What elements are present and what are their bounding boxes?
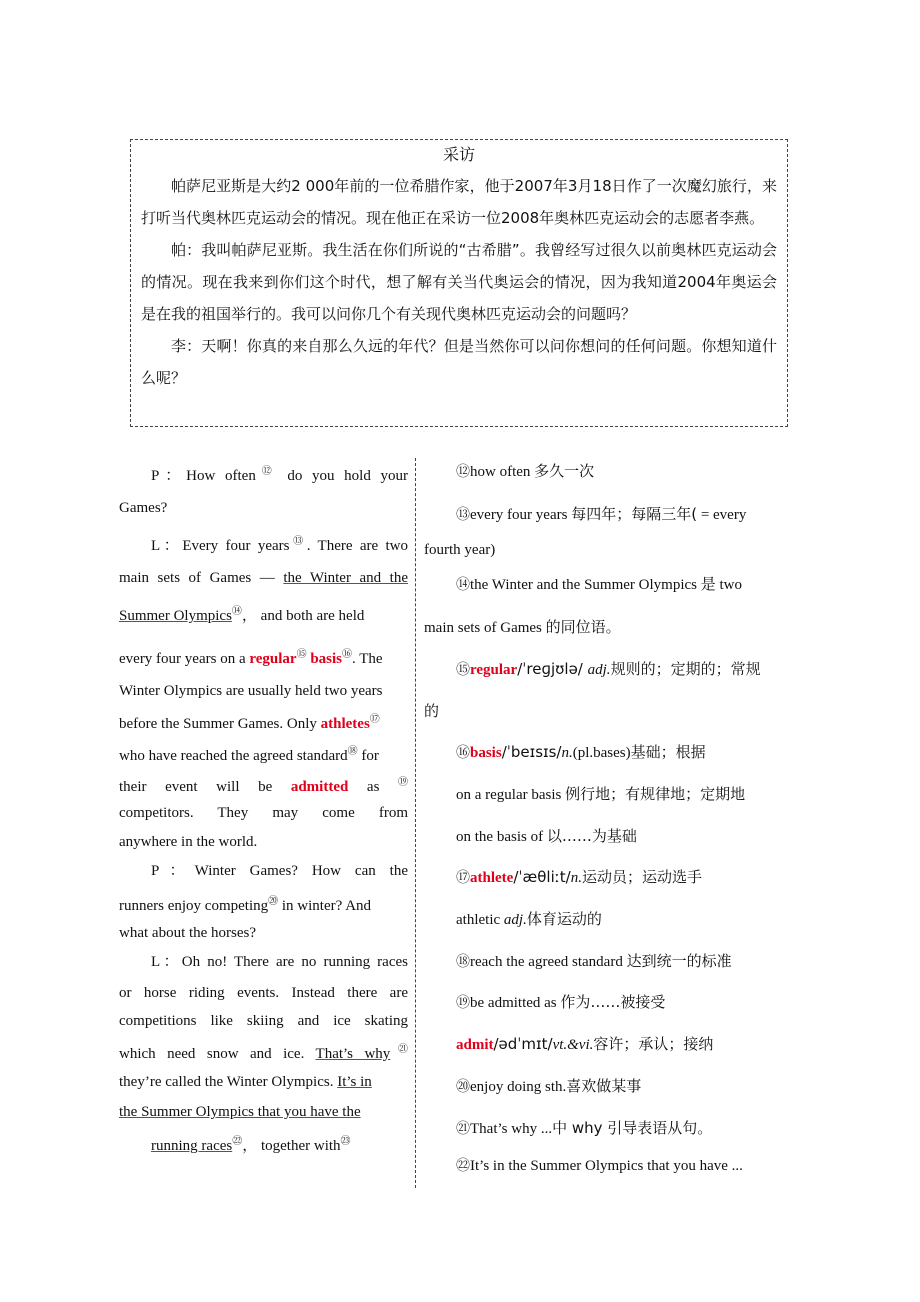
note-12: ⑫how often 多久一次 bbox=[456, 462, 595, 480]
dialogue-line: or horse riding events. Instead there are bbox=[119, 985, 408, 1001]
dialogue-line: P：Winter Games? How can the bbox=[151, 863, 408, 879]
note-20: ⑳enjoy doing sth.喜欢做某事 bbox=[456, 1077, 642, 1095]
dialogue-line: Winter Olympics are usually held two years bbox=[119, 683, 383, 699]
note-16: ⑯basis/ˈbeɪsɪs/n.(pl.bases)基础；根据 bbox=[456, 743, 706, 761]
note-16-phrase: on the basis of 以……为基础 bbox=[456, 827, 637, 845]
dialogue-line: Summer Olympics⑭， and both are held bbox=[119, 606, 365, 624]
dialogue-line: competitors. They may come from bbox=[119, 805, 408, 821]
column-divider bbox=[415, 458, 416, 1188]
note-13-cont: fourth year) bbox=[424, 542, 496, 558]
li-paragraph: 李：天啊！你真的来自那么久远的年代？但是当然你可以问你想问的任何问题。你想知道什么呢？ bbox=[141, 337, 777, 387]
dialogue-line: before the Summer Games. Only athletes⑰ bbox=[119, 714, 380, 732]
dialogue-line: Games? bbox=[119, 500, 168, 516]
note-13: ⑬every four years 每四年；每隔三年( = every bbox=[456, 505, 747, 523]
dialogue-line: L：Every four years⑬. There are two bbox=[151, 536, 409, 554]
dialogue-line: every four years on a regular⑮ basis⑯. The bbox=[119, 649, 383, 667]
note-19-word: admit/ədˈmɪt/vt.&vi.容许；承认；接纳 bbox=[456, 1035, 714, 1053]
note-15: ⑮regular/ˈreɡjʊlə/ adj.规则的；定期的；常规 bbox=[456, 660, 761, 678]
dialogue-line: runners enjoy competing⑳ in winter? And bbox=[119, 896, 372, 914]
dialogue-line: they’re called the Winter Olympics. It’s in bbox=[119, 1074, 372, 1090]
note-22: ㉒It’s in the Summer Olympics that you have ... bbox=[456, 1158, 743, 1174]
dialogue-line: anywhere in the world. bbox=[119, 834, 258, 850]
pausanias-paragraph: 帕：我叫帕萨尼亚斯。我生活在你们所说的“古希腊”。我曾经写过很久以前奥林匹克运动会的情况。现在我来到你们这个时代，想了解有关当代奥运会的情况，因为我知道2004年奥运会是在我的祖国举行的。我可以问你几个有关现代奥林匹克运动会的问题吗？ bbox=[141, 241, 777, 323]
dialogue-line: which need snow and ice. That’s why$^㉑$ bbox=[119, 1044, 409, 1062]
dialogue-line: main sets of Games — the Winter and the bbox=[119, 570, 408, 586]
note-14: ⑭the Winter and the Summer Olympics 是 two bbox=[456, 575, 743, 593]
note-15-cont: 的 bbox=[424, 702, 440, 720]
dialogue-line: the Summer Olympics that you have the bbox=[119, 1104, 361, 1120]
note-18: ⑱reach the agreed standard 达到统一的标准 bbox=[456, 952, 732, 970]
note-19: ⑲be admitted as 作为……被接受 bbox=[456, 993, 666, 1011]
box-title: 采访 bbox=[442, 145, 475, 164]
dialogue-line: their event will be admitted as ⑲ bbox=[119, 777, 409, 795]
note-14-cont: main sets of Games 的同位语。 bbox=[424, 618, 621, 636]
note-21: ㉑That’s why ...中 why 引导表语从句。 bbox=[456, 1119, 713, 1137]
dialogue-line: who have reached the agreed standard⑱ for bbox=[119, 746, 379, 764]
note-17: ⑰athlete/ˈæθliːt/n.运动员；运动选手 bbox=[456, 868, 703, 886]
dialogue-line: what about the horses? bbox=[119, 925, 257, 941]
note-17-derivative: athletic adj.体育运动的 bbox=[456, 910, 602, 928]
dialogue-line: L：Oh no! There are no running races bbox=[151, 954, 408, 970]
dialogue-line: competitions like skiing and ice skating bbox=[119, 1013, 408, 1029]
intro-paragraph: 帕萨尼亚斯是大约2 000年前的一位希腊作家，他于2007年3月18日作了一次魔幻旅行，来打听当代奥林匹克运动会的情况。现在他正在采访一位2008年奥林匹克运动会的志愿者李燕。 bbox=[141, 177, 777, 227]
dialogue-line: P：How often⑫ do you hold your bbox=[151, 466, 409, 484]
note-16-phrase: on a regular basis 例行地；有规律地；定期地 bbox=[456, 785, 746, 803]
dialogue-line: running races$^㉒$， together with$^㉓$ bbox=[151, 1136, 351, 1154]
interview-box bbox=[130, 139, 788, 427]
